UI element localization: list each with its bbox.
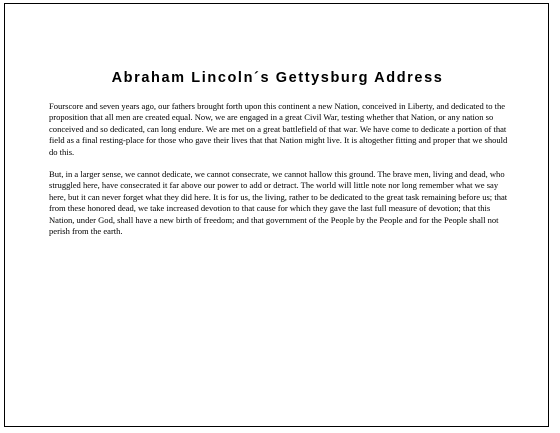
document-title: Abraham Lincoln´s Gettysburg Address (111, 70, 444, 86)
document-body (49, 101, 515, 248)
paragraph-1: Fourscore and seven years ago, our fathers brought forth upon this continent a new Nation, conceived in Liberty, and dedicated to the proposition that all men are created equal. Now, we are engaged in a great Civil War, testing whether that Nation, or any nation so conceived and so dedicated, can long endure. We are met on a great battlefield of that war. We have come to dedicate a portion of that field as a final resting-place for those who gave their lives that that Nation might live. It is altogether fitting and proper that we should do this. (49, 101, 508, 157)
paragraph-2: But, in a larger sense, we cannot dedicate, we cannot consecrate, we cannot hallow this ground. The brave men, living and dead, who struggled here, have consecrated it far above our power to add or detract. The world will little note nor long remember what we say here, but it can never forget what they did here. It is for us, the living, rather to be dedicated to the great task remaining before us; that from these honored dead, we take increased devotion to that cause for which they gave the last full measure of devotion; that this Nation, under God, shall have a new birth of freedom; and that government of the People by the People and for the People shall not perish from the earth. (49, 169, 508, 237)
document-page (4, 3, 549, 427)
